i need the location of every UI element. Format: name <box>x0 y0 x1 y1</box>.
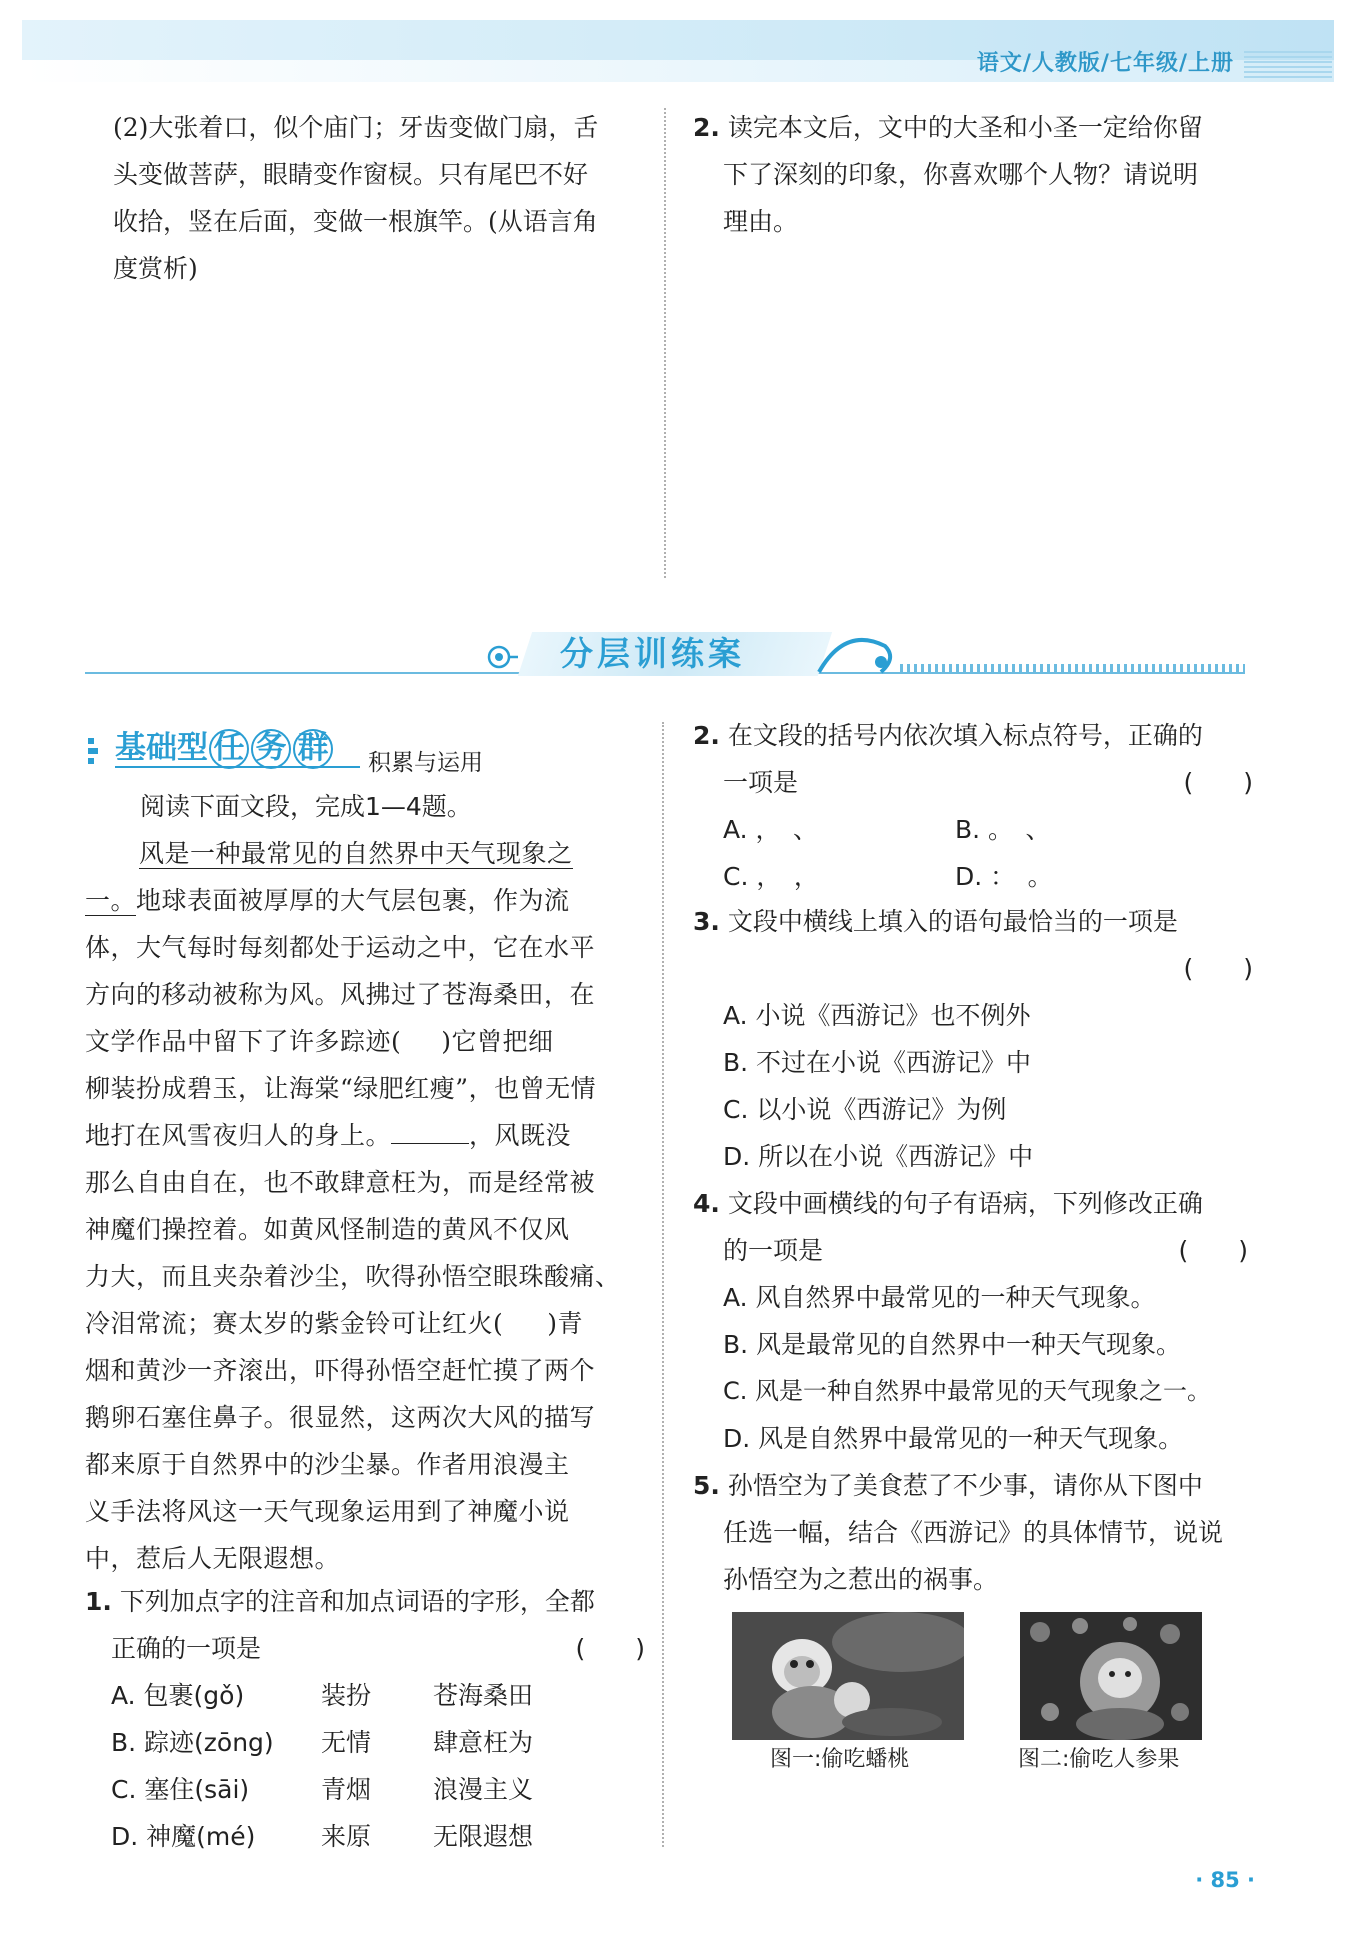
column-divider-top <box>664 108 666 578</box>
book-label: 语文/人教版/七年级/上册 <box>976 51 1234 76</box>
question-number: 4. <box>693 1189 720 1218</box>
option: A. 风自然界中最常见的一种天气现象。 <box>723 1283 1156 1312</box>
option: D. 所以在小说《西游记》中 <box>723 1142 1034 1171</box>
monkey-ginseng-illustration <box>1020 1612 1202 1740</box>
column-divider-bottom <box>662 722 664 1847</box>
option: A. 小说《西游记》也不例外 <box>723 1001 1031 1030</box>
option-row: C. ， ， D. ： 。 <box>723 862 1053 891</box>
answer-bracket[interactable]: ( ) <box>1183 768 1253 797</box>
text-line: 义手法将风这一天气现象运用到了神魔小说 <box>85 1497 570 1526</box>
text-line: 鹅卵石塞住鼻子。很显然，这两次大风的描写 <box>85 1403 596 1432</box>
question-2-punctuation: 2. 在文段的括号内依次填入标点符号，正确的 一项是 ( ) A. ， 、 B. 。 、 C. ， ， D. ： 。 <box>693 712 1253 900</box>
text-line: 孙悟空为之惹出的祸事。 <box>723 1565 999 1594</box>
underlined-sentence-end: 一。 <box>85 886 137 915</box>
underlined-sentence: 风是一种最常见的自然界中天气现象之 <box>139 839 573 868</box>
question-1: 1. 下列加点字的注音和加点词语的字形，全都 正确的一项是 ( ) A. 包裹(gǒ) 装扮 苍海桑田 B. 踪迹(zōng) 无情 肆意枉为 C. 塞住(sāi) 青烟 浪漫主义 D. 神魔(mé) 来原 无限遐想 <box>85 1578 645 1860</box>
question-number: 2. <box>693 721 720 750</box>
reading-passage: 风是一种最常见的自然界中天气现象之 一。地球表面被厚厚的大气层包裹，作为流 体，大气每时每刻都处于运动之中，它在水平 方向的移动被称为风。风拂过了苍海桑田，在 文学作品中留下了许多踪迹( )它曾把细 柳装扮成碧玉，让海棠“绿肥红瘦”，也曾无情 地打在风雪夜归人的身上。 ，风既没 那么自由自在，也不敢肆意枉为，而是经常被 神魔们操控着。如黄风怪制造的黄风不仅风 力大，而且夹杂着沙尘，吹得孙悟空眼珠酸痛、 冷泪常流；赛太岁的紫金铃可让红火( )青 烟和黄沙一齐滚出，吓得孙悟空赶忙摸了两个 鹅卵石塞住鼻子。很显然，这两次大风的描写 都来原于自然界中的沙尘暴。作者用浪漫主 义手法将风这一天气现象运用到了神魔小说 中，惹后人无限遐想。 <box>85 830 645 1582</box>
section-subtitle: 积累与运用 <box>368 750 483 776</box>
text-line: 下了深刻的印象，你喜欢哪个人物？请说明 <box>723 160 1199 189</box>
option-row: A. ， 、 B. 。 、 <box>723 815 1051 844</box>
text-line: 理由。 <box>723 207 799 236</box>
question-number: 2. <box>693 113 720 142</box>
figure-2-image <box>1020 1612 1202 1740</box>
answer-bracket[interactable]: ( ) <box>575 1634 645 1663</box>
question-4: 4. 文段中画横线的句子有语病，下列修改正确 的一项是 ( ) A. 风自然界中最常见的一种天气现象。 B. 风是最常见的自然界中一种天气现象。 C. 风是一种自然界中最常见的天气现象之一。 D. 风是自然界中最常见的一种天气现象。 <box>693 1180 1268 1462</box>
option: B. 风是最常见的自然界中一种天气现象。 <box>723 1330 1182 1359</box>
text-line: 度赏析) <box>113 254 198 283</box>
text-line: 力大，而且夹杂着沙尘，吹得孙悟空眼珠酸痛、 <box>85 1262 621 1291</box>
q1-options <box>85 1672 645 1860</box>
text-line: 中，惹后人无限遐想。 <box>85 1544 341 1573</box>
answer-bracket[interactable]: ( ) <box>1178 1236 1248 1265</box>
question-3: 3. 文段中横线上填入的语句最恰当的一项是 ( ) A. 小说《西游记》也不例外 B. 不过在小说《西游记》中 C. 以小说《西游记》为例 D. 所以在小说《西游记》中 <box>693 898 1253 1180</box>
header-hatch <box>1244 50 1332 78</box>
option: B. 不过在小说《西游记》中 <box>723 1048 1032 1077</box>
top-left-answer-text <box>113 104 643 292</box>
page-number: · 85 · <box>1195 1868 1255 1892</box>
option-row: C. 塞住(sāi) 青烟 浪漫主义 <box>111 1775 534 1804</box>
banner-target-icon <box>483 642 519 672</box>
figure-2-caption: 图二:偷吃人参果 <box>1018 1747 1180 1772</box>
figure-1-image <box>732 1612 964 1740</box>
text-line: 方向的移动被称为风。风拂过了苍海桑田，在 <box>85 980 596 1009</box>
question-number: 1. <box>85 1587 112 1616</box>
question-5: 5. 孙悟空为了美食惹了不少事，请你从下图中 任选一幅，结合《西游记》的具体情节，说说 孙悟空为之惹出的祸事。 <box>693 1462 1263 1603</box>
text-line: 体，大气每时每刻都处于运动之中，它在水平 <box>85 933 596 962</box>
option-row: B. 踪迹(zōng) 无情 肆意枉为 <box>111 1728 534 1757</box>
text-line: 任选一幅，结合《西游记》的具体情节，说说 <box>723 1518 1224 1547</box>
text-line: 柳装扮成碧玉，让海棠“绿肥红瘦”，也曾无情 <box>85 1074 597 1103</box>
text-line: (2)大张着口，似个庙门；牙齿变做门扇，舌 <box>113 113 599 142</box>
section-title: 基础型 任 务 群 <box>115 722 334 769</box>
text-line: 烟和黄沙一齐滚出，吓得孙悟空赶忙摸了两个 <box>85 1356 596 1385</box>
text-line: 头变做菩萨，眼睛变作窗棂。只有尾巴不好 <box>113 160 589 189</box>
question-number: 3. <box>693 907 720 936</box>
top-question-2: 2. 读完本文后，文中的大圣和小圣一定给你留 下了深刻的印象，你喜欢哪个人物？请说明 理由。 <box>693 104 1263 245</box>
instruction: 阅读下面文段，完成1—4题。 <box>140 792 472 821</box>
monkey-peach-illustration <box>732 1612 964 1740</box>
banner-dotted-rule <box>900 664 1245 672</box>
option: C. 风是一种自然界中最常见的天气现象之一。 <box>723 1377 1212 1405</box>
text-line: 收拾，竖在后面，变做一根旗竿。(从语言角 <box>113 207 598 236</box>
figure-1-caption: 图一:偷吃蟠桃 <box>770 1747 910 1772</box>
section-marker-icon <box>86 736 102 766</box>
option-row: D. 神魔(mé) 来原 无限遐想 <box>111 1822 534 1851</box>
banner-swirl-icon <box>815 632 895 680</box>
answer-bracket[interactable]: ( ) <box>1183 954 1253 983</box>
text-line: 那么自由自在，也不敢肆意枉为，而是经常被 <box>85 1168 596 1197</box>
banner-title: 分层训练案 <box>560 634 745 673</box>
option-row: A. 包裹(gǒ) 装扮 苍海桑田 <box>111 1681 534 1710</box>
section-title-underline <box>115 766 360 768</box>
text-line: 都来原于自然界中的沙尘暴。作者用浪漫主 <box>85 1450 570 1479</box>
fill-blank[interactable] <box>391 1121 469 1144</box>
question-number: 5. <box>693 1471 720 1500</box>
text-line: 神魔们操控着。如黄风怪制造的黄风不仅风 <box>85 1215 570 1244</box>
option: C. 以小说《西游记》为例 <box>723 1095 1007 1124</box>
option: D. 风是自然界中最常见的一种天气现象。 <box>723 1424 1184 1453</box>
